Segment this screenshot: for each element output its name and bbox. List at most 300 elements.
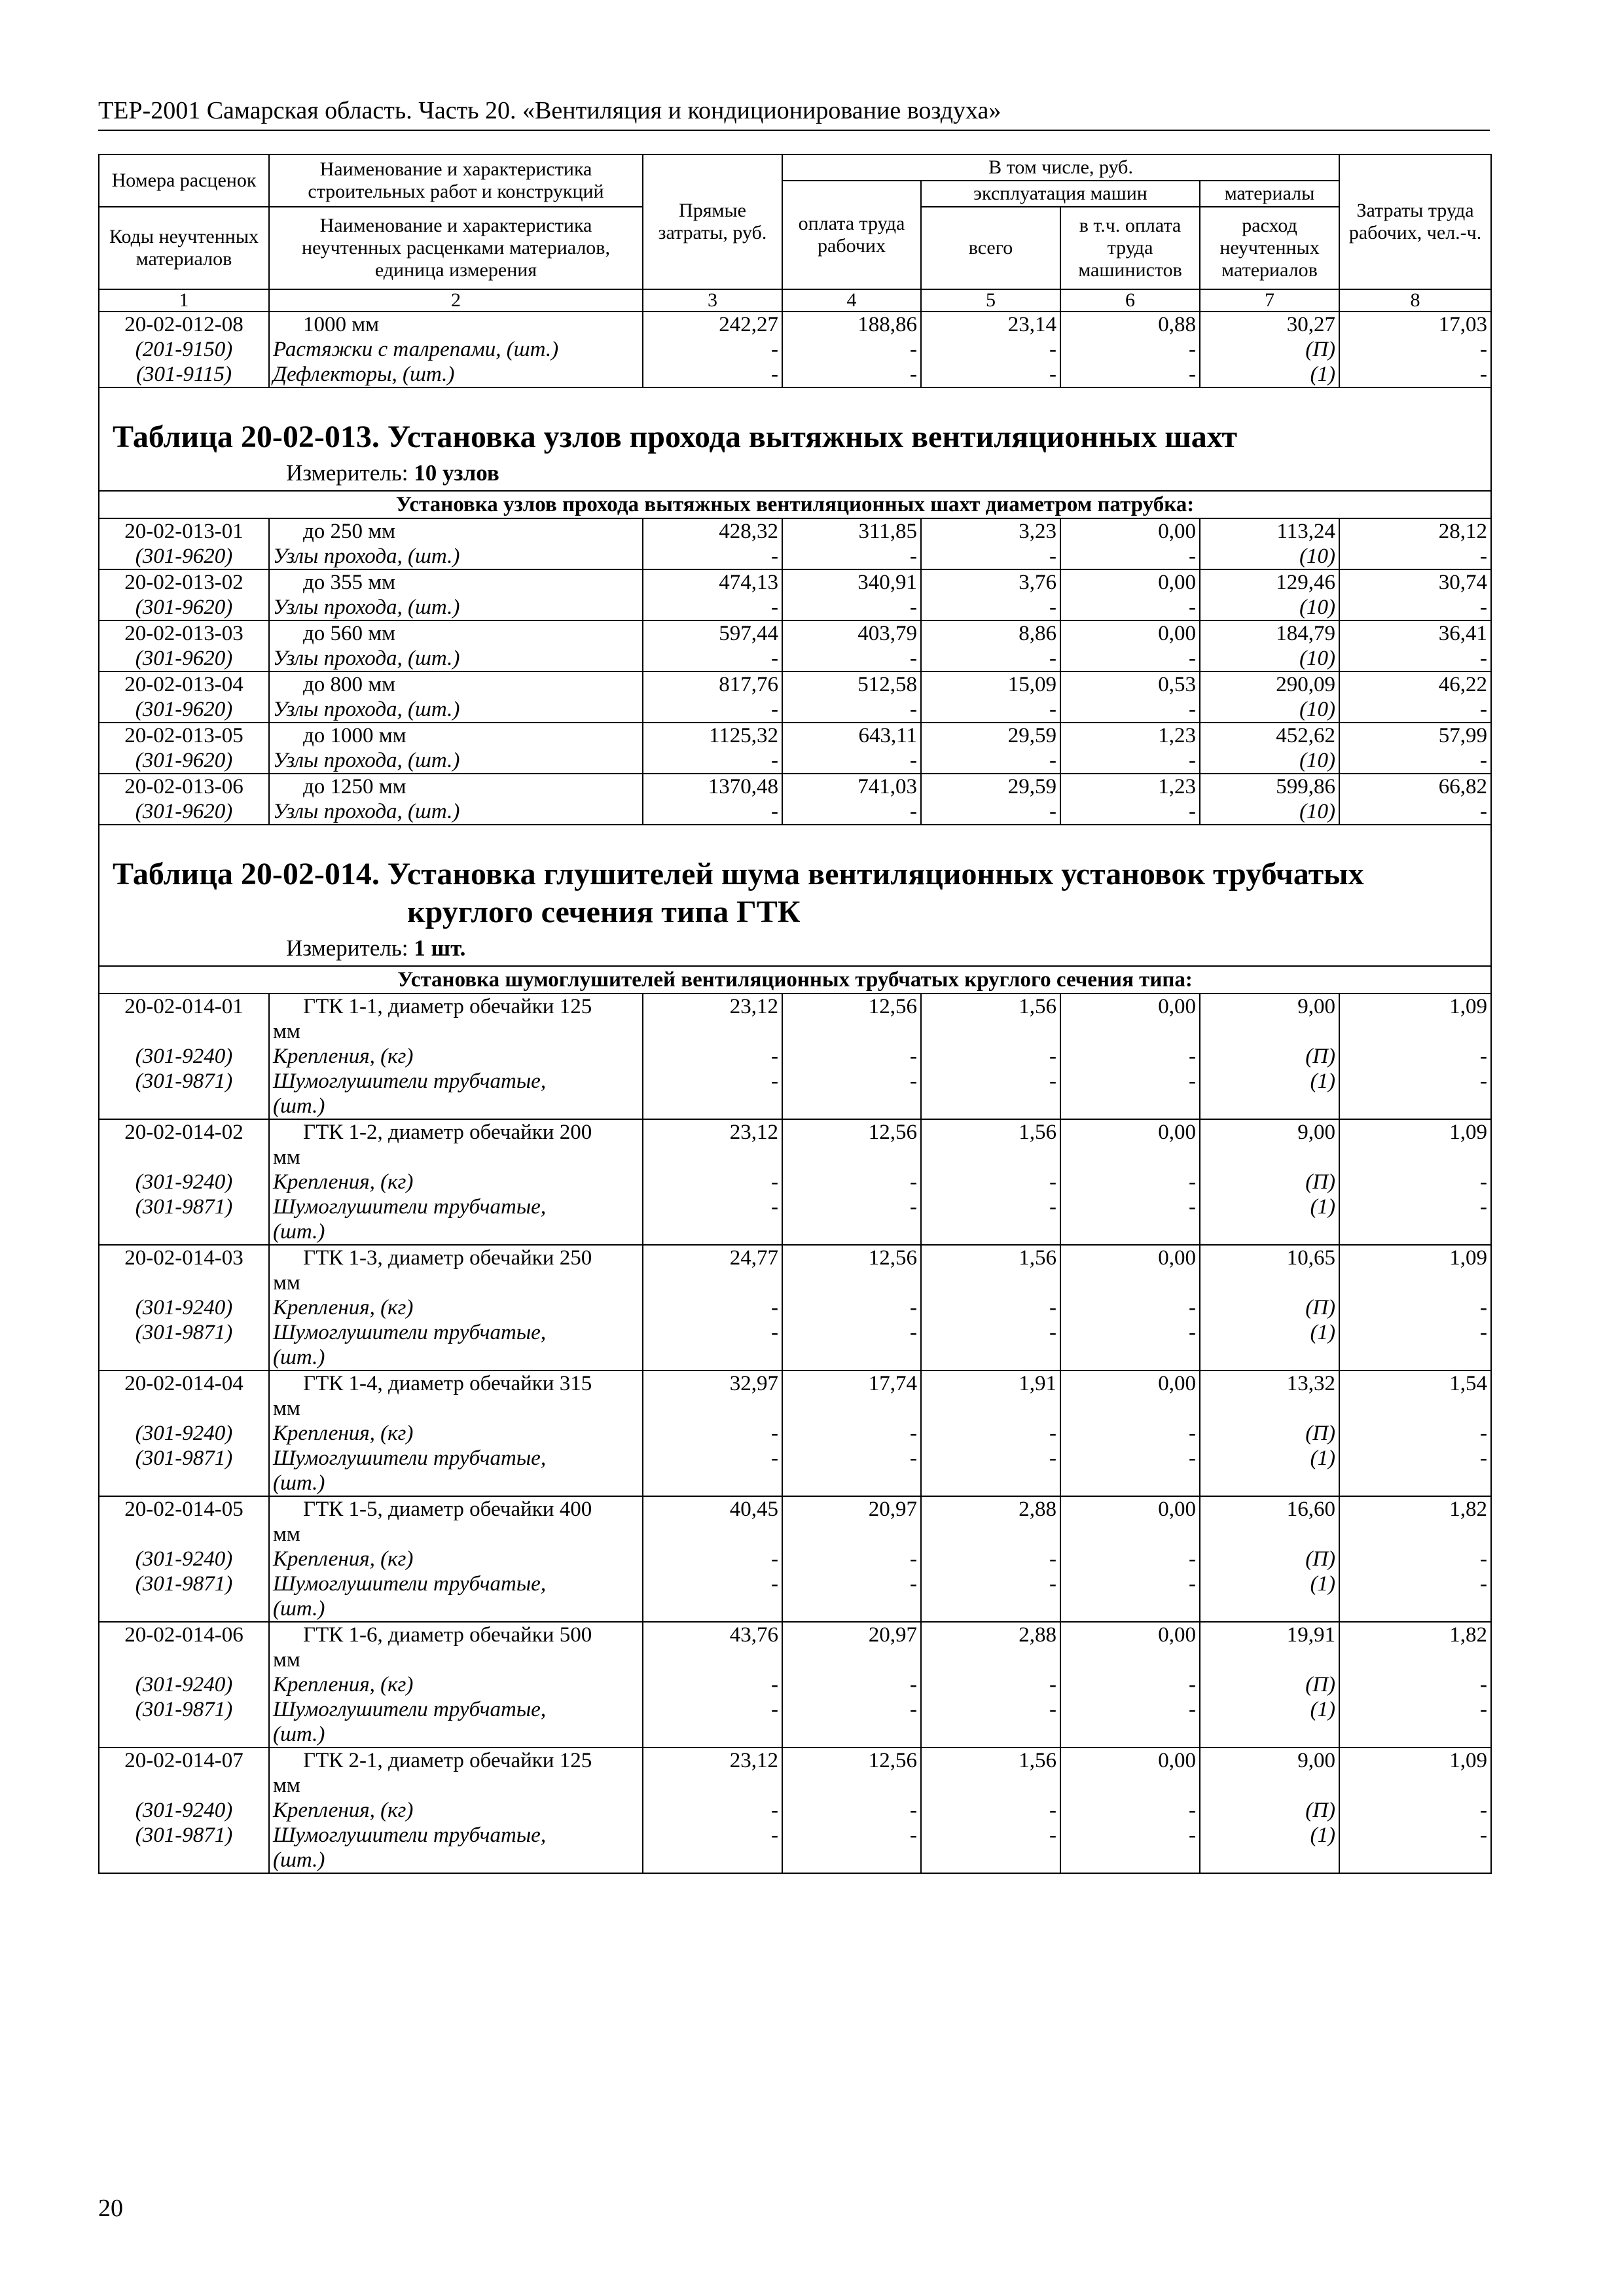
worker-pay-value: - — [782, 1295, 921, 1320]
material-usage-value: (10) — [1200, 799, 1339, 825]
material-usage-value: 9,00 — [1200, 1748, 1339, 1798]
material-code: (301-9620) — [99, 595, 269, 620]
material-name-text: Крепления, (кг) — [273, 1547, 414, 1571]
labor-costs-value: - — [1339, 1798, 1491, 1823]
worker-pay-value: - — [782, 1044, 921, 1069]
worker-pay-value: 643,11 — [782, 723, 921, 748]
operator-pay-value: - — [1060, 1044, 1200, 1069]
operator-pay-value: 0,00 — [1060, 518, 1200, 544]
machines-total-value: - — [921, 544, 1060, 569]
material-code: (301-9871) — [99, 1069, 269, 1119]
labor-costs-value: 1,09 — [1339, 994, 1491, 1044]
operator-pay-value: - — [1060, 1170, 1200, 1194]
material-usage-value: (10) — [1200, 595, 1339, 620]
column-number: 4 — [782, 289, 921, 312]
labor-costs-value: - — [1339, 1697, 1491, 1748]
direct-costs-value: - — [643, 1823, 782, 1873]
worker-pay-value: - — [782, 1170, 921, 1194]
material-name — [269, 1295, 643, 1320]
material-code: (301-9871) — [99, 1697, 269, 1748]
material-name — [269, 362, 643, 387]
material-name-text: Крепления, (кг) — [273, 1170, 414, 1194]
rate-code: 20-02-014-01 — [99, 994, 269, 1044]
rate-code: 20-02-014-07 — [99, 1748, 269, 1798]
meter-label: Измеритель: — [286, 460, 414, 486]
material-code: (301-9871) — [99, 1823, 269, 1873]
worker-pay-value: - — [782, 1069, 921, 1119]
rate-code: 20-02-014-02 — [99, 1119, 269, 1170]
header-including: В том числе, руб. — [782, 154, 1339, 181]
labor-costs-value: - — [1339, 1194, 1491, 1245]
material-code: (301-9871) — [99, 1446, 269, 1496]
material-name-text: Шумоглушители трубчатые, — [273, 1823, 547, 1847]
operator-pay-value: 0,00 — [1060, 1119, 1200, 1170]
machines-total-value: 2,88 — [921, 1622, 1060, 1672]
labor-costs-value: - — [1339, 1421, 1491, 1446]
material-name-text: Шумоглушители трубчатые, — [273, 1572, 547, 1596]
material-usage-value: 9,00 — [1200, 1119, 1339, 1170]
header-worker-pay: оплата труда рабочих — [782, 181, 921, 289]
meter — [99, 456, 1490, 490]
operator-pay-value: - — [1060, 337, 1200, 362]
rate-code: 20-02-014-05 — [99, 1496, 269, 1547]
rate-row — [99, 1245, 1491, 1295]
direct-costs-value: 23,12 — [643, 1119, 782, 1170]
material-name-text: Крепления, (кг) — [273, 1045, 414, 1068]
operator-pay-value: - — [1060, 1069, 1200, 1119]
worker-pay-value: 12,56 — [782, 1119, 921, 1170]
operator-pay-value: 0,00 — [1060, 1371, 1200, 1421]
rate-name-text: ГТК 2-1, диаметр обечайки 125 — [303, 1749, 592, 1772]
material-code: (301-9620) — [99, 799, 269, 825]
table-title-continuation: круглого сечения типа ГТК — [407, 895, 801, 929]
labor-costs-value: 46,22 — [1339, 672, 1491, 697]
labor-costs-value: 17,03 — [1339, 312, 1491, 337]
material-name — [269, 697, 643, 723]
material-usage-value: (1) — [1200, 1697, 1339, 1748]
material-name-text: Дефлекторы, (шт.) — [273, 363, 455, 386]
material-row — [99, 1697, 1491, 1748]
rate-name-text: ГТК 1-4, диаметр обечайки 315 — [303, 1372, 592, 1395]
labor-costs-value: 57,99 — [1339, 723, 1491, 748]
material-name-text: Шумоглушители трубчатые, — [273, 1195, 547, 1219]
direct-costs-value: - — [643, 1571, 782, 1622]
worker-pay-value: - — [782, 1421, 921, 1446]
section-title-row — [99, 387, 1491, 491]
material-row — [99, 697, 1491, 723]
header-machines-total: всего — [921, 207, 1060, 289]
machines-total-value: 1,56 — [921, 1119, 1060, 1170]
table-title-text: Таблица 20-02-014. Установка глушителей шума вентиляционных установок трубчатых — [113, 857, 1364, 891]
machines-total-value: 1,56 — [921, 1245, 1060, 1295]
material-code: (301-9871) — [99, 1320, 269, 1371]
labor-costs-value: - — [1339, 337, 1491, 362]
column-number: 7 — [1200, 289, 1339, 312]
material-code: (301-9240) — [99, 1672, 269, 1697]
header-materials: материалы — [1200, 181, 1339, 207]
material-row — [99, 544, 1491, 569]
material-usage-value: 16,60 — [1200, 1496, 1339, 1547]
rate-name-text: до 1250 мм — [303, 775, 406, 798]
machines-total-value: - — [921, 697, 1060, 723]
worker-pay-value: - — [782, 1697, 921, 1748]
worker-pay-value: - — [782, 595, 921, 620]
machines-total-value: - — [921, 1547, 1060, 1571]
machines-total-value: 2,88 — [921, 1496, 1060, 1547]
material-usage-value: (1) — [1200, 362, 1339, 387]
machines-total-value: - — [921, 1044, 1060, 1069]
rate-name-wrap: мм — [273, 1397, 300, 1420]
material-code: (301-9871) — [99, 1571, 269, 1622]
worker-pay-value: - — [782, 799, 921, 825]
table-title — [99, 388, 1490, 456]
rate-code: 20-02-014-06 — [99, 1622, 269, 1672]
machines-total-value: - — [921, 799, 1060, 825]
rate-row — [99, 994, 1491, 1044]
operator-pay-value: 1,23 — [1060, 774, 1200, 799]
direct-costs-value: 474,13 — [643, 569, 782, 595]
material-name-text: Шумоглушители трубчатые, — [273, 1698, 547, 1721]
rate-name-text: до 1000 мм — [303, 724, 406, 747]
material-name-text: Узлы прохода, (шт.) — [273, 698, 460, 721]
table-title-text: Таблица 20-02-013. Установка узлов прохода вытяжных вентиляционных шахт — [113, 420, 1238, 454]
direct-costs-value: 1125,32 — [643, 723, 782, 748]
machines-total-value: 15,09 — [921, 672, 1060, 697]
material-usage-value: (П) — [1200, 1547, 1339, 1571]
material-code: (301-9240) — [99, 1798, 269, 1823]
material-usage-value: 290,09 — [1200, 672, 1339, 697]
material-usage-value: (П) — [1200, 1044, 1339, 1069]
operator-pay-value: 0,00 — [1060, 569, 1200, 595]
machines-total-value: - — [921, 748, 1060, 774]
rate-name-text: до 560 мм — [303, 622, 396, 645]
labor-costs-value: - — [1339, 646, 1491, 672]
material-row — [99, 1571, 1491, 1622]
rate-code: 20-02-013-06 — [99, 774, 269, 799]
labor-costs-value: - — [1339, 799, 1491, 825]
material-usage-value: (1) — [1200, 1571, 1339, 1622]
material-row — [99, 1194, 1491, 1245]
material-usage-value: 113,24 — [1200, 518, 1339, 544]
labor-costs-value: - — [1339, 1295, 1491, 1320]
worker-pay-value: 20,97 — [782, 1622, 921, 1672]
direct-costs-value: - — [643, 1672, 782, 1697]
material-code: (301-9620) — [99, 544, 269, 569]
direct-costs-value: 23,12 — [643, 1748, 782, 1798]
material-name-text: Крепления, (кг) — [273, 1422, 414, 1445]
labor-costs-value: - — [1339, 1571, 1491, 1622]
operator-pay-value: - — [1060, 1446, 1200, 1496]
material-name-text: Узлы прохода, (шт.) — [273, 749, 460, 772]
direct-costs-value: - — [643, 595, 782, 620]
column-numbers-row — [99, 289, 1491, 312]
worker-pay-value: - — [782, 1571, 921, 1622]
labor-costs-value: 66,82 — [1339, 774, 1491, 799]
material-name — [269, 1672, 643, 1697]
labor-costs-value: - — [1339, 544, 1491, 569]
operator-pay-value: - — [1060, 697, 1200, 723]
material-name — [269, 1547, 643, 1571]
operator-pay-value: 0,00 — [1060, 1748, 1200, 1798]
operator-pay-value: - — [1060, 1295, 1200, 1320]
machines-total-value: - — [921, 1170, 1060, 1194]
labor-costs-value: 1,82 — [1339, 1496, 1491, 1547]
direct-costs-value: - — [643, 748, 782, 774]
material-name — [269, 646, 643, 672]
rate-name — [269, 672, 643, 697]
material-code: (301-9240) — [99, 1547, 269, 1571]
worker-pay-value: - — [782, 1672, 921, 1697]
worker-pay-value: - — [782, 337, 921, 362]
material-name — [269, 1069, 643, 1119]
operator-pay-value: 0,00 — [1060, 1245, 1200, 1295]
rate-row — [99, 672, 1491, 697]
running-header: ТЕР-2001 Самарская область. Часть 20. «Вентиляция и кондиционирование воздуха» — [98, 96, 1490, 131]
rate-row — [99, 1748, 1491, 1798]
rate-code: 20-02-012-08 — [99, 312, 269, 337]
operator-pay-value: 0,00 — [1060, 620, 1200, 646]
worker-pay-value: 188,86 — [782, 312, 921, 337]
material-usage-value: (1) — [1200, 1194, 1339, 1245]
rate-row — [99, 1622, 1491, 1672]
rate-row — [99, 723, 1491, 748]
operator-pay-value: - — [1060, 1798, 1200, 1823]
material-usage-value: 9,00 — [1200, 994, 1339, 1044]
material-usage-value: (1) — [1200, 1069, 1339, 1119]
material-usage-value: 30,27 — [1200, 312, 1339, 337]
material-name-wrap: (шт.) — [273, 1723, 325, 1746]
material-name — [269, 1697, 643, 1748]
machines-total-value: 1,91 — [921, 1371, 1060, 1421]
direct-costs-value: - — [643, 646, 782, 672]
page-number: 20 — [98, 2195, 123, 2222]
rate-name — [269, 620, 643, 646]
rate-name-text: ГТК 1-3, диаметр обечайки 250 — [303, 1246, 592, 1270]
machines-total-value: - — [921, 1798, 1060, 1823]
material-row — [99, 1295, 1491, 1320]
rate-code: 20-02-013-03 — [99, 620, 269, 646]
material-row — [99, 595, 1491, 620]
material-name — [269, 1798, 643, 1823]
direct-costs-value: 40,45 — [643, 1496, 782, 1547]
worker-pay-value: - — [782, 646, 921, 672]
rates-table — [98, 154, 1492, 1874]
rate-code: 20-02-014-03 — [99, 1245, 269, 1295]
machines-total-value: 8,86 — [921, 620, 1060, 646]
column-number: 6 — [1060, 289, 1200, 312]
rate-name-wrap: мм — [273, 1522, 300, 1546]
header-material-codes: Коды неучтенных материалов — [99, 207, 269, 289]
direct-costs-value: - — [643, 1421, 782, 1446]
material-code: (301-9240) — [99, 1170, 269, 1194]
operator-pay-value: - — [1060, 748, 1200, 774]
machines-total-value: 1,56 — [921, 994, 1060, 1044]
material-usage-value: (П) — [1200, 337, 1339, 362]
direct-costs-value: 23,12 — [643, 994, 782, 1044]
rate-row — [99, 312, 1491, 337]
labor-costs-value: 30,74 — [1339, 569, 1491, 595]
material-usage-value: (10) — [1200, 748, 1339, 774]
direct-costs-value: - — [643, 799, 782, 825]
operator-pay-value: 0,00 — [1060, 994, 1200, 1044]
direct-costs-value: 428,32 — [643, 518, 782, 544]
worker-pay-value: - — [782, 544, 921, 569]
material-row — [99, 337, 1491, 362]
rate-name — [269, 774, 643, 799]
material-code: (301-9620) — [99, 646, 269, 672]
direct-costs-value: - — [643, 1295, 782, 1320]
material-name-text: Шумоглушители трубчатые, — [273, 1446, 547, 1470]
table-header — [99, 154, 1491, 312]
rate-row — [99, 1371, 1491, 1421]
material-usage-value: (10) — [1200, 646, 1339, 672]
labor-costs-value: - — [1339, 1547, 1491, 1571]
material-name-wrap: (шт.) — [273, 1597, 325, 1621]
section-title-cell — [99, 387, 1491, 491]
worker-pay-value: - — [782, 697, 921, 723]
material-code: (301-9240) — [99, 1295, 269, 1320]
rate-code: 20-02-014-04 — [99, 1371, 269, 1421]
worker-pay-value: - — [782, 1547, 921, 1571]
operator-pay-value: - — [1060, 1697, 1200, 1748]
machines-total-value: - — [921, 1823, 1060, 1873]
material-usage-value: (10) — [1200, 697, 1339, 723]
rate-name-text: до 800 мм — [303, 673, 396, 696]
machines-total-value: 3,23 — [921, 518, 1060, 544]
material-name — [269, 337, 643, 362]
meter-value: 1 шт. — [414, 935, 466, 961]
direct-costs-value: - — [643, 1069, 782, 1119]
machines-total-value: - — [921, 595, 1060, 620]
rate-row — [99, 518, 1491, 544]
rate-name-wrap: мм — [273, 1648, 300, 1672]
material-usage-value: 129,46 — [1200, 569, 1339, 595]
section-title-row — [99, 825, 1491, 966]
machines-total-value: 3,76 — [921, 569, 1060, 595]
rate-name-text: ГТК 1-6, диаметр обечайки 500 — [303, 1623, 592, 1647]
worker-pay-value: - — [782, 748, 921, 774]
machines-total-value: - — [921, 337, 1060, 362]
material-usage-value: 10,65 — [1200, 1245, 1339, 1295]
machines-total-value: - — [921, 1069, 1060, 1119]
subheading-row — [99, 966, 1491, 994]
column-number: 1 — [99, 289, 269, 312]
material-row — [99, 1823, 1491, 1873]
material-row — [99, 1320, 1491, 1371]
material-row — [99, 1672, 1491, 1697]
material-name-wrap: (шт.) — [273, 1848, 325, 1872]
machines-total-value: - — [921, 646, 1060, 672]
operator-pay-value: - — [1060, 1320, 1200, 1371]
labor-costs-value: 1,82 — [1339, 1622, 1491, 1672]
rate-name — [269, 1245, 643, 1295]
material-name-text: Крепления, (кг) — [273, 1673, 414, 1696]
operator-pay-value: - — [1060, 1672, 1200, 1697]
rate-name-wrap: мм — [273, 1145, 300, 1169]
operator-pay-value: - — [1060, 1547, 1200, 1571]
rate-code: 20-02-013-04 — [99, 672, 269, 697]
operator-pay-value: 0,53 — [1060, 672, 1200, 697]
operator-pay-value: 0,88 — [1060, 312, 1200, 337]
table-title — [99, 825, 1490, 931]
worker-pay-value: 512,58 — [782, 672, 921, 697]
labor-costs-value: - — [1339, 1823, 1491, 1873]
rate-code: 20-02-013-02 — [99, 569, 269, 595]
material-code: (301-9620) — [99, 748, 269, 774]
rate-name-wrap: мм — [273, 1774, 300, 1797]
material-name — [269, 1170, 643, 1194]
material-name-text: Узлы прохода, (шт.) — [273, 545, 460, 568]
rate-name — [269, 723, 643, 748]
meter — [99, 931, 1490, 965]
column-number: 3 — [643, 289, 782, 312]
material-row — [99, 646, 1491, 672]
labor-costs-value: 36,41 — [1339, 620, 1491, 646]
material-name — [269, 1194, 643, 1245]
labor-costs-value: - — [1339, 748, 1491, 774]
rate-name-text: до 355 мм — [303, 571, 396, 594]
rate-name — [269, 1748, 643, 1798]
direct-costs-value: - — [643, 1547, 782, 1571]
header-operator-pay: в т.ч. оплата труда машинистов — [1060, 207, 1200, 289]
direct-costs-value: 24,77 — [643, 1245, 782, 1295]
material-code: (301-9620) — [99, 697, 269, 723]
rate-name — [269, 1371, 643, 1421]
rate-row — [99, 1496, 1491, 1547]
rate-name-wrap: мм — [273, 1020, 300, 1043]
worker-pay-value: 12,56 — [782, 994, 921, 1044]
labor-costs-value: - — [1339, 1069, 1491, 1119]
material-row — [99, 1547, 1491, 1571]
labor-costs-value: - — [1339, 362, 1491, 387]
labor-costs-value: - — [1339, 1446, 1491, 1496]
operator-pay-value: - — [1060, 646, 1200, 672]
direct-costs-value: 43,76 — [643, 1622, 782, 1672]
material-name — [269, 595, 643, 620]
material-name — [269, 1044, 643, 1069]
labor-costs-value: - — [1339, 595, 1491, 620]
material-row — [99, 1446, 1491, 1496]
material-name — [269, 1446, 643, 1496]
direct-costs-value: - — [643, 1446, 782, 1496]
operator-pay-value: 0,00 — [1060, 1496, 1200, 1547]
operator-pay-value: 0,00 — [1060, 1622, 1200, 1672]
material-usage-value: (1) — [1200, 1823, 1339, 1873]
material-name-text: Крепления, (кг) — [273, 1296, 414, 1319]
material-name-text: Узлы прохода, (шт.) — [273, 800, 460, 823]
rate-name-text: 1000 мм — [303, 313, 380, 336]
material-name-wrap: (шт.) — [273, 1346, 325, 1369]
worker-pay-value: - — [782, 1798, 921, 1823]
material-usage-value: (П) — [1200, 1295, 1339, 1320]
rate-name — [269, 518, 643, 544]
material-name — [269, 1571, 643, 1622]
direct-costs-value: - — [643, 1798, 782, 1823]
header-direct-costs: Прямые затраты, руб. — [643, 154, 782, 289]
operator-pay-value: - — [1060, 595, 1200, 620]
material-row — [99, 1421, 1491, 1446]
material-usage-value: (10) — [1200, 544, 1339, 569]
material-usage-value: (1) — [1200, 1446, 1339, 1496]
worker-pay-value: 311,85 — [782, 518, 921, 544]
direct-costs-value: - — [643, 362, 782, 387]
direct-costs-value: 597,44 — [643, 620, 782, 646]
material-name — [269, 1823, 643, 1873]
machines-total-value: - — [921, 1672, 1060, 1697]
subheading: Установка шумоглушителей вентиляционных трубчатых круглого сечения типа: — [99, 966, 1491, 994]
labor-costs-value: 1,09 — [1339, 1119, 1491, 1170]
rate-name — [269, 1496, 643, 1547]
